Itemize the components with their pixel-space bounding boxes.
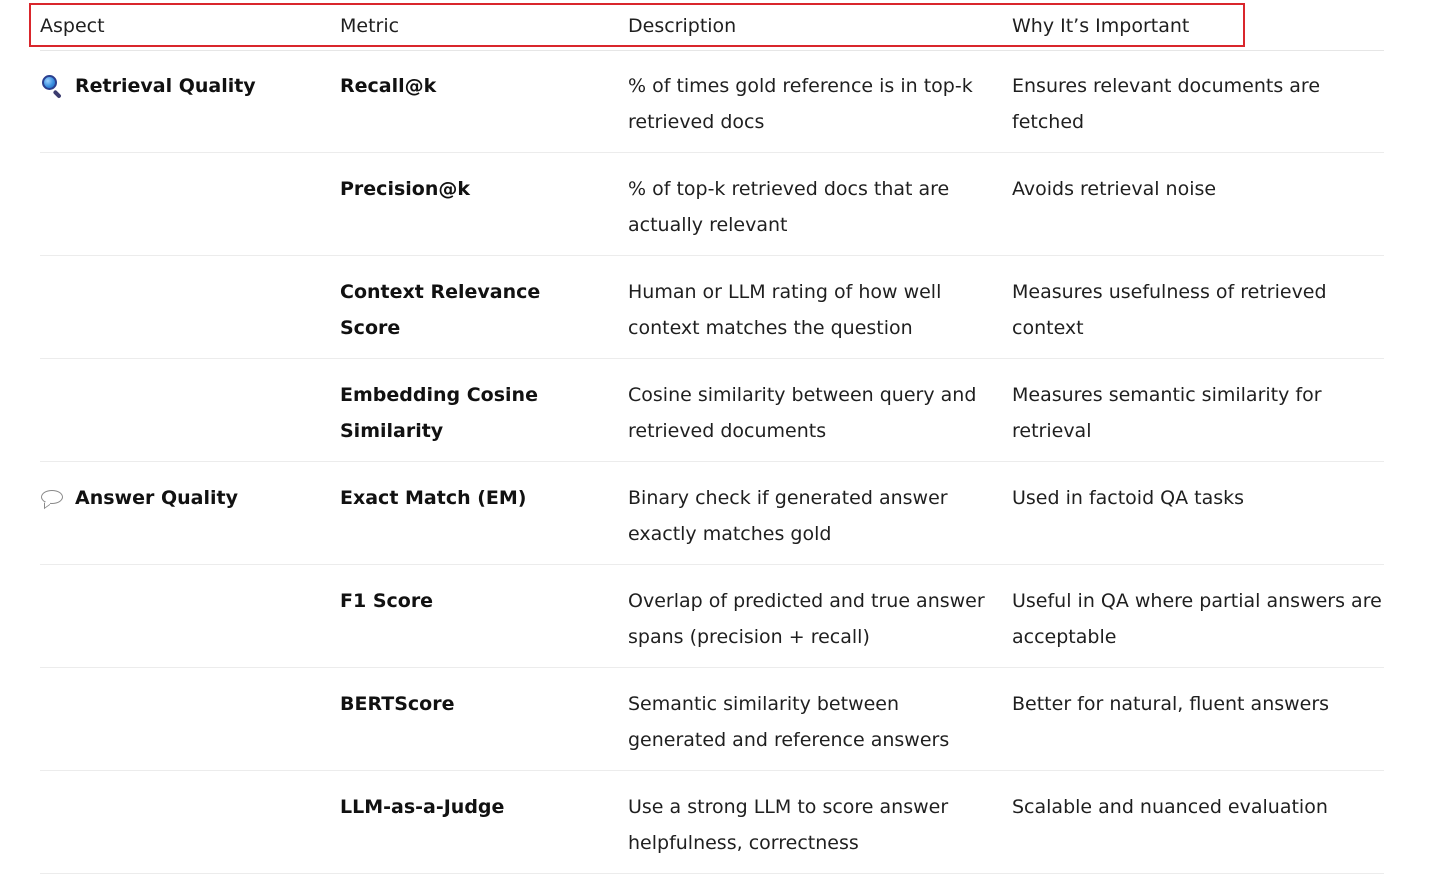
table-row xyxy=(40,565,1384,668)
aspect-cell xyxy=(40,789,330,825)
description-cell: Semantic similarity between generated and reference answers xyxy=(628,693,950,751)
why-important-cell: Useful in QA where partial answers are acceptable xyxy=(1012,590,1382,648)
table-row xyxy=(40,771,1384,874)
metric-cell: LLM-as-a-Judge xyxy=(340,796,505,818)
header-why-important: Why It’s Important xyxy=(1012,15,1190,37)
magnifier-icon xyxy=(40,74,64,98)
table-row xyxy=(40,359,1384,462)
table-row xyxy=(40,153,1384,256)
description-cell: Human or LLM rating of how well context matches the question xyxy=(628,281,942,339)
why-important-cell: Measures semantic similarity for retrieval xyxy=(1012,384,1322,442)
aspect-label: Retrieval Quality xyxy=(75,75,256,97)
aspect-cell xyxy=(40,377,330,413)
table-header xyxy=(40,0,1384,51)
table-body xyxy=(40,50,1384,874)
aspect-cell xyxy=(40,274,330,310)
aspect-cell xyxy=(40,171,330,207)
why-important-cell: Used in factoid QA tasks xyxy=(1012,487,1245,509)
metric-cell: Recall@k xyxy=(340,75,437,97)
why-important-cell: Avoids retrieval noise xyxy=(1012,178,1217,200)
speech-bubble-icon xyxy=(40,486,64,510)
description-cell: Use a strong LLM to score answer helpfulness, correctness xyxy=(628,796,949,854)
metric-cell: BERTScore xyxy=(340,693,455,715)
header-metric: Metric xyxy=(340,15,400,37)
aspect-cell xyxy=(40,583,330,619)
why-important-cell: Better for natural, fluent answers xyxy=(1012,693,1330,715)
description-cell: % of times gold reference is in top-k retrieved docs xyxy=(628,75,973,133)
metric-cell: Context Relevance Score xyxy=(340,281,541,339)
header-description: Description xyxy=(628,15,737,37)
metric-cell: F1 Score xyxy=(340,590,434,612)
metric-cell: Exact Match (EM) xyxy=(340,487,527,509)
table-row xyxy=(40,256,1384,359)
description-cell: Overlap of predicted and true answer spans (precision + recall) xyxy=(628,590,985,648)
table-row xyxy=(40,668,1384,771)
why-important-cell: Measures usefulness of retrieved context xyxy=(1012,281,1327,339)
aspect-label: Answer Quality xyxy=(75,487,238,509)
header-aspect: Aspect xyxy=(40,15,105,37)
description-cell: Cosine similarity between query and retrieved documents xyxy=(628,384,977,442)
aspect-cell xyxy=(40,68,330,104)
aspect-cell xyxy=(40,686,330,722)
description-cell: % of top-k retrieved docs that are actually relevant xyxy=(628,178,950,236)
metric-cell: Precision@k xyxy=(340,178,470,200)
table-row xyxy=(40,50,1384,153)
why-important-cell: Ensures relevant documents are fetched xyxy=(1012,75,1321,133)
why-important-cell: Scalable and nuanced evaluation xyxy=(1012,796,1328,818)
metric-cell: Embedding Cosine Similarity xyxy=(340,384,538,442)
aspect-cell xyxy=(40,480,330,516)
table-row xyxy=(40,462,1384,565)
description-cell: Binary check if generated answer exactly matches gold xyxy=(628,487,948,545)
